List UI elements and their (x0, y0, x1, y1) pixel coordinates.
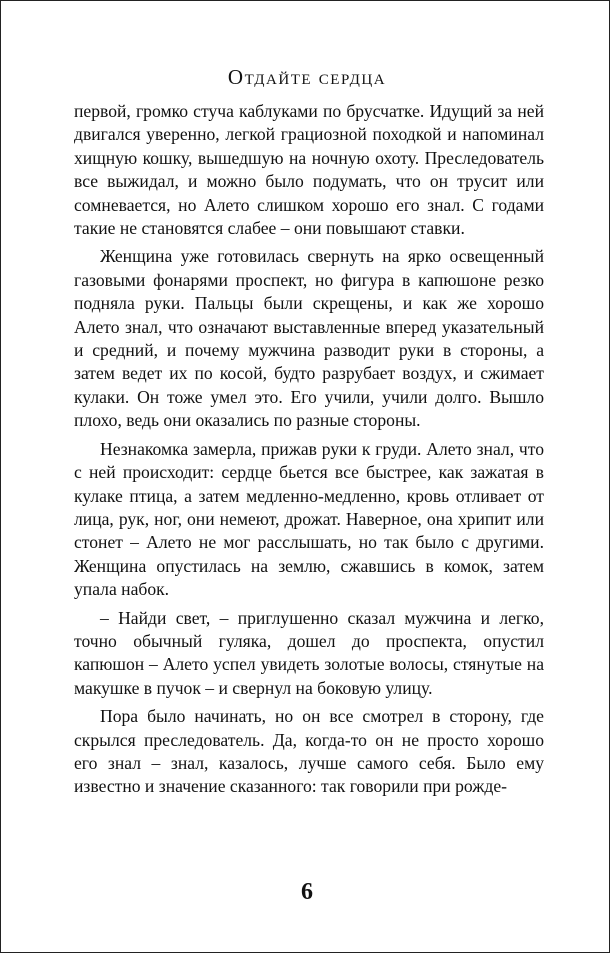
paragraph-4-dialogue: – Найди свет, – приглушенно сказал мужчина и легко, точно обычный гуляка, дошел до проспекта, опустил капюшон – Алето успел увидеть золотые волосы, стянутые на макушке в пучок – и свернул на боковую улицу. (74, 607, 544, 698)
paragraph-5: Пора было начинать, но он все смотрел в сторону, где скрылся преследователь. Да, когда-то он не просто хорошо его знал – знал, казалось, лучше самого себя. Было ему известно и значение сказанного: так говорили при рожде- (74, 706, 544, 797)
body-text (74, 100, 544, 804)
page-number: 6 (301, 879, 313, 905)
running-head: Отдайте сердца (227, 65, 387, 89)
paragraph-1: первой, громко стуча каблуками по брусчатке. Идущий за ней двигался уверенно, легкой грациозной походкой и напоминал хищную кошку, вышедшую на ночную охоту. Преследователь все выжидал, и можно было подумать, что он трусит или сомневается, но Алето слишком хорошо его знал. С годами такие не становятся слабее – они повышают ставки. (74, 101, 544, 239)
paragraph-2: Женщина уже готовилась свернуть на ярко освещенный газовыми фонарями проспект, но фигура в капюшоне резко подняла руки. Пальцы были скрещены, и как же хорошо Алето знал, что означают выставленные вперед указательный и средний, и почему мужчина разводит руки в стороны, а затем ведет их по косой, будто разрубает воздух, и сжимает кулаки. Он тоже умел это. Его учили, учили долго. Вышло плохо, ведь они оказались по разные стороны. (74, 246, 544, 431)
paragraph-3: Незнакомка замерла, прижав руки к груди. Алето знал, что с ней происходит: сердце бьется все быстрее, как зажатая в кулаке птица, а затем медленно-медленно, кровь отливает от лица, рук, ног, они немеют, дрожат. Наверное, она хрипит или стонет – Алето не мог расслышать, но так было с другими. Женщина опустилась на землю, сжавшись в комок, затем упала набок. (74, 438, 544, 600)
